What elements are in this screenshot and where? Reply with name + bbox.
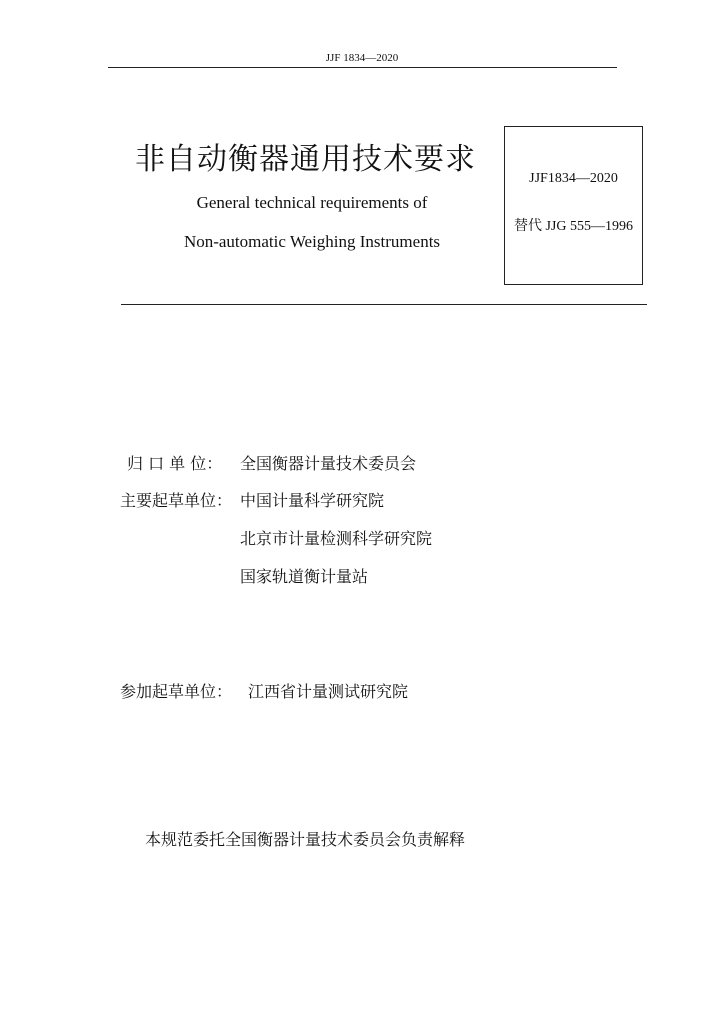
participating-drafting-unit: 江西省计量测试研究院 [248, 682, 409, 701]
main-drafting-unit: 北京市计量检测科学研究院 [240, 529, 433, 548]
interpretation-note: 本规范委托全国衡器计量技术委员会负责解释 [145, 830, 466, 849]
title-chinese: 非自动衡器通用技术要求 [135, 142, 476, 177]
title-english-line2: Non-automatic Weighing Instruments [183, 232, 441, 251]
responsible-unit-value: 全国衡器计量技术委员会 [240, 454, 417, 473]
header-document-code: JJF 1834—2020 [325, 52, 399, 64]
participating-drafting-label: 参加起草单位： [120, 682, 233, 701]
document-code-box [504, 126, 643, 285]
main-drafting-unit: 国家轨道衡计量站 [240, 567, 369, 586]
responsible-unit-label: 归 口 单 位： [127, 454, 223, 473]
main-drafting-unit: 中国计量科学研究院 [240, 491, 385, 510]
title-english-line1: General technical requirements of [196, 193, 428, 212]
main-drafting-label: 主要起草单位： [120, 491, 233, 510]
document-number: JJF1834—2020 [529, 171, 618, 186]
replaces-document: 替代 JJG 555—1996 [513, 219, 633, 234]
header-divider [108, 67, 617, 68]
title-divider [121, 304, 647, 305]
